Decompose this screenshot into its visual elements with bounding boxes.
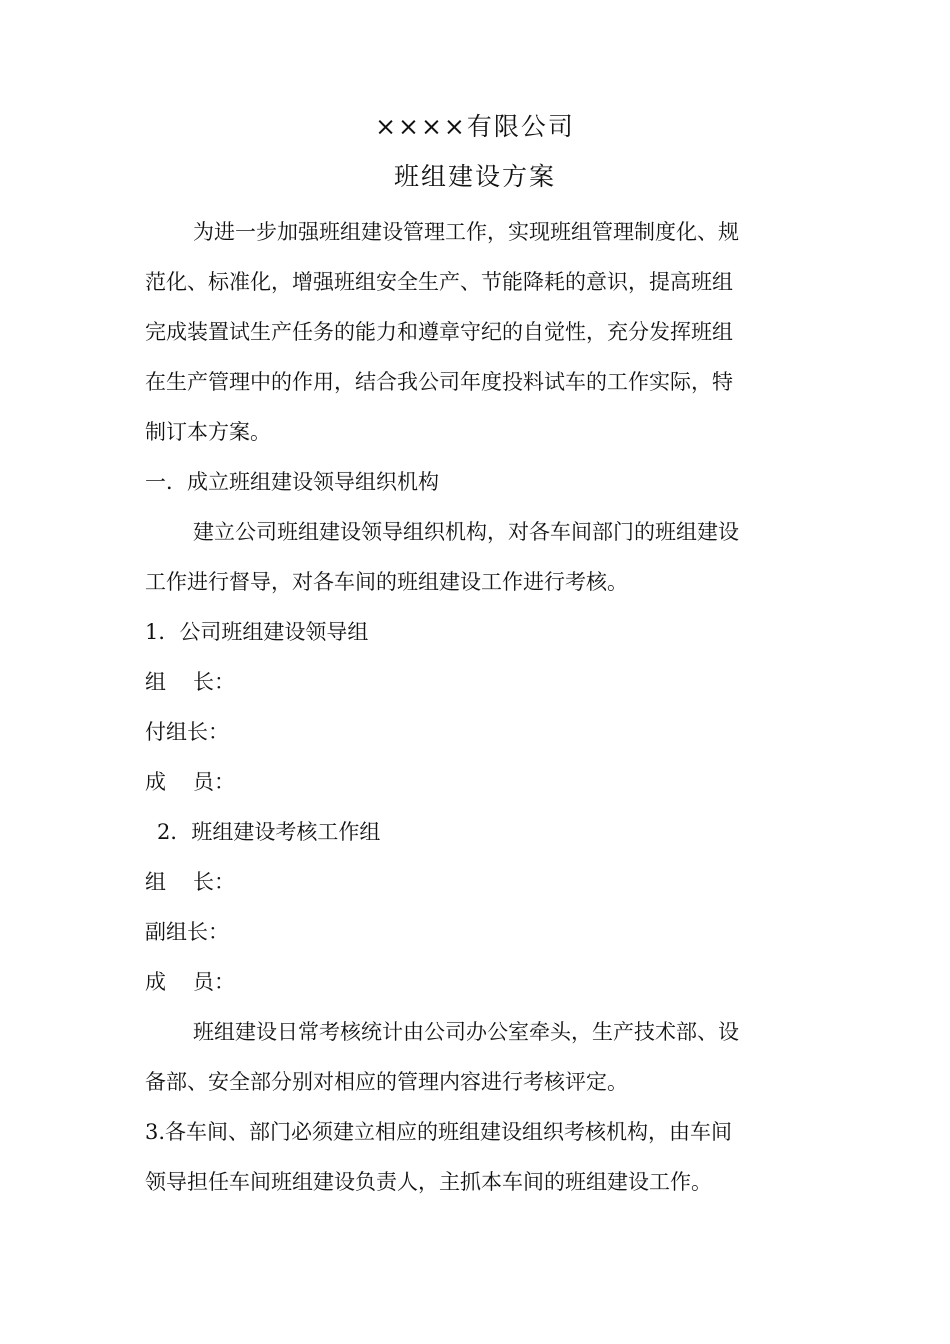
group2-deputy: 副组长： (145, 920, 229, 944)
group2-leader (145, 857, 805, 907)
document-title: 班组建设方案 (393, 162, 556, 191)
group1-deputy: 付组长： (145, 720, 229, 744)
section1-heading: 一．成立班组建设领导组织机构 (145, 470, 439, 494)
intro-line-3: 完成装置试生产任务的能力和遵章守纪的自觉性，充分发挥班组 (145, 320, 733, 344)
group1-heading: 1．公司班组建设领导组 (145, 620, 369, 644)
assessment-line-1: 班组建设日常考核统计由公司办公室牵头，生产技术部、设 (193, 1020, 739, 1044)
group2-members (145, 957, 805, 1007)
group2-leader-label-b: 长： (193, 870, 235, 894)
item3-line-2: 领导担任车间班组建设负责人，主抓本车间的班组建设工作。 (145, 1170, 712, 1194)
item3-line-1: 3.各车间、部门必须建立相应的班组建设组织考核机构，由车间 (145, 1120, 733, 1144)
intro-line-4: 在生产管理中的作用，结合我公司年度投料试车的工作实际，特 (145, 370, 733, 394)
group1-members (145, 757, 805, 807)
section1-line-1: 建立公司班组建设领导组织机构，对各车间部门的班组建设 (193, 520, 739, 544)
group2-member-label-b: 员： (193, 970, 235, 994)
group1-leader-label-a: 组 (145, 670, 166, 694)
group1-member-label-a: 成 (145, 770, 166, 794)
company-title: ××××有限公司 (375, 112, 575, 141)
intro-line-2: 范化、标准化，增强班组安全生产、节能降耗的意识，提高班组 (145, 270, 733, 294)
group2-leader-label-a: 组 (145, 870, 166, 894)
group1-leader-label-b: 长： (193, 670, 235, 694)
intro-line-1: 为进一步加强班组建设管理工作，实现班组管理制度化、规 (193, 220, 739, 244)
group2-heading: 2．班组建设考核工作组 (157, 820, 381, 844)
group1-leader (145, 657, 805, 707)
document-body (145, 207, 805, 1207)
assessment-line-2: 备部、安全部分别对相应的管理内容进行考核评定。 (145, 1070, 628, 1094)
intro-line-5: 制订本方案。 (145, 420, 271, 444)
group1-member-label-b: 员： (193, 770, 235, 794)
section1-line-2: 工作进行督导，对各车间的班组建设工作进行考核。 (145, 570, 628, 594)
group2-member-label-a: 成 (145, 970, 166, 994)
